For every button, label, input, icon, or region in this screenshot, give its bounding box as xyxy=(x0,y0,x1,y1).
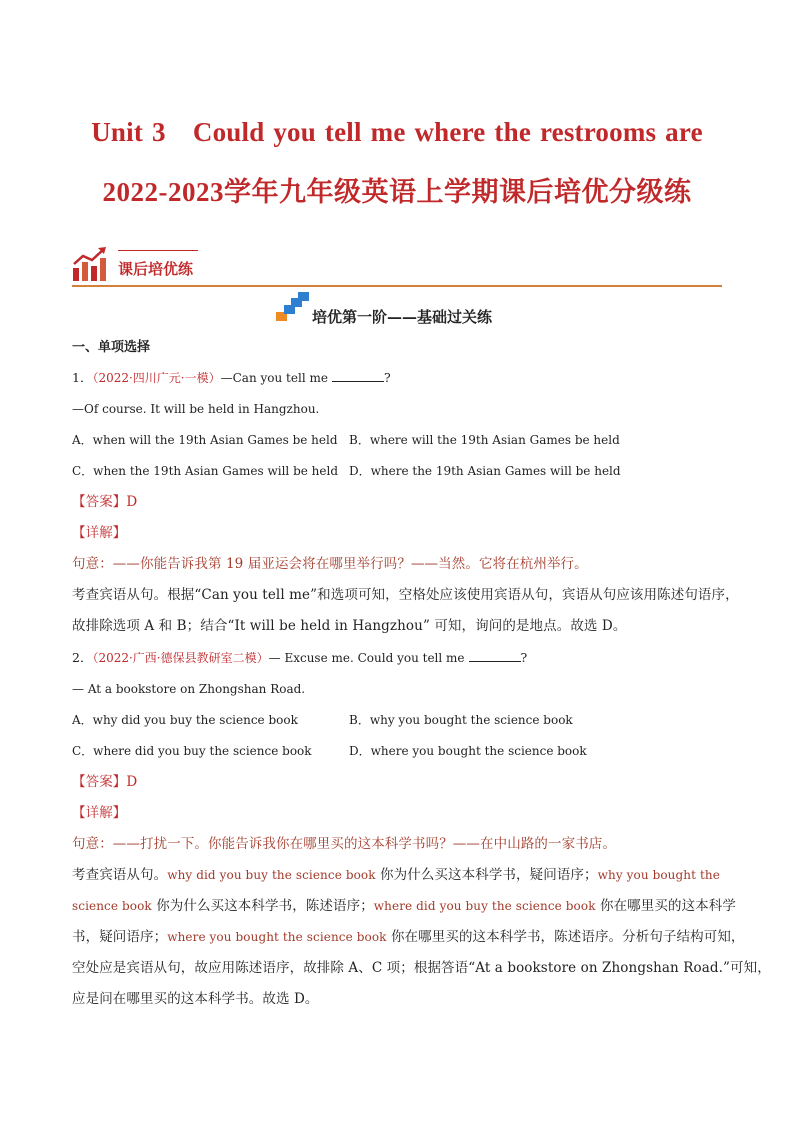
question-2-analysis-3: 书，疑问语序；where you bought the science book 你在哪里买的这本科学书，陈述语序。分析句子结构可知， xyxy=(72,929,745,945)
question-2-analysis-4: 空处应是宾语从句，故应用陈述语序，故排除 A、C 项；根据答语“At a bookstore on Zhongshan Road.”可知， xyxy=(72,960,771,976)
question-1-option-b: B．where will the 19th Asian Games be held xyxy=(349,433,620,447)
question-2-analysis-5: 应是问在哪里买的这本科学书。故选 D。 xyxy=(72,991,319,1007)
question-2-stem: 2．（2022·广西·德保县教研室二模）— Excuse me. Could you tell me ? xyxy=(72,650,528,665)
question-2-meaning: 句意：——打扰一下。你能告诉我你在哪里买的这本科学书吗？——在中山路的一家书店。 xyxy=(72,836,616,852)
level-label: 培优第一阶——基础过关练 xyxy=(312,308,493,326)
question-2-analysis-1: 考查宾语从句。why did you buy the science book 你为什么买这本科学书，疑问语序；why you bought the xyxy=(72,867,720,883)
section-label: 课后培优练 xyxy=(118,260,194,278)
question-1-detail-label: 【详解】 xyxy=(72,525,127,541)
question-1-option-a: A．when will the 19th Asian Games be held xyxy=(72,433,338,447)
question-2-option-b: B．why you bought the science book xyxy=(349,713,573,727)
question-2-detail-label: 【详解】 xyxy=(72,805,127,821)
answer-blank xyxy=(469,651,521,662)
section-rule xyxy=(72,285,722,287)
question-1-analysis-2: 故排除选项 A 和 B；结合“It will be held in Hangzhou” 可知，询问的是地点。故选 D。 xyxy=(72,618,627,634)
question-2-option-c: C．where did you buy the science book xyxy=(72,744,312,758)
question-2-reply: — At a bookstore on Zhongshan Road. xyxy=(72,682,306,696)
question-2-source: （2022·广西·德保县教研室二模） xyxy=(92,651,269,665)
question-2-analysis-2: science book 你为什么买这本科学书，陈述语序；where did you buy the science book 你在哪里买的这本科学 xyxy=(72,898,736,914)
answer-blank xyxy=(332,371,384,382)
question-1-meaning: 句意：——你能告诉我第 19 届亚运会将在哪里举行吗？——当然。它将在杭州举行。 xyxy=(72,556,588,572)
question-1-option-c: C．when the 19th Asian Games will be held xyxy=(72,464,339,478)
question-1-answer: 【答案】D xyxy=(72,494,138,510)
section-header xyxy=(72,240,722,288)
question-2-option-a: A．why did you buy the science book xyxy=(72,713,298,727)
level-heading xyxy=(0,292,794,328)
bar-chart-trend-icon xyxy=(72,246,110,282)
question-1-option-d: D．where the 19th Asian Games will be held xyxy=(349,464,621,478)
section-top-line xyxy=(118,250,198,251)
question-2-option-d: D．where you bought the science book xyxy=(349,744,587,758)
question-1-stem: 1．（2022·四川广元·一模）—Can you tell me ? xyxy=(72,370,391,385)
question-2-answer: 【答案】D xyxy=(72,774,138,790)
question-1-source: （2022·四川广元·一模） xyxy=(92,371,221,385)
question-1-reply: —Of course. It will be held in Hangzhou. xyxy=(72,402,320,416)
part-title: 一、单项选择 xyxy=(72,340,151,355)
title-line-2: 2022-2023学年九年级英语上学期课后培优分级练 xyxy=(102,177,692,207)
stairs-icon xyxy=(276,292,310,322)
title-line-1: Unit 3 Could you tell me where the restrooms are xyxy=(91,117,703,147)
question-1-analysis-1: 考查宾语从句。根据“Can you tell me”和选项可知，空格处应该使用宾语从句，宾语从句应该用陈述句语序， xyxy=(72,587,739,603)
